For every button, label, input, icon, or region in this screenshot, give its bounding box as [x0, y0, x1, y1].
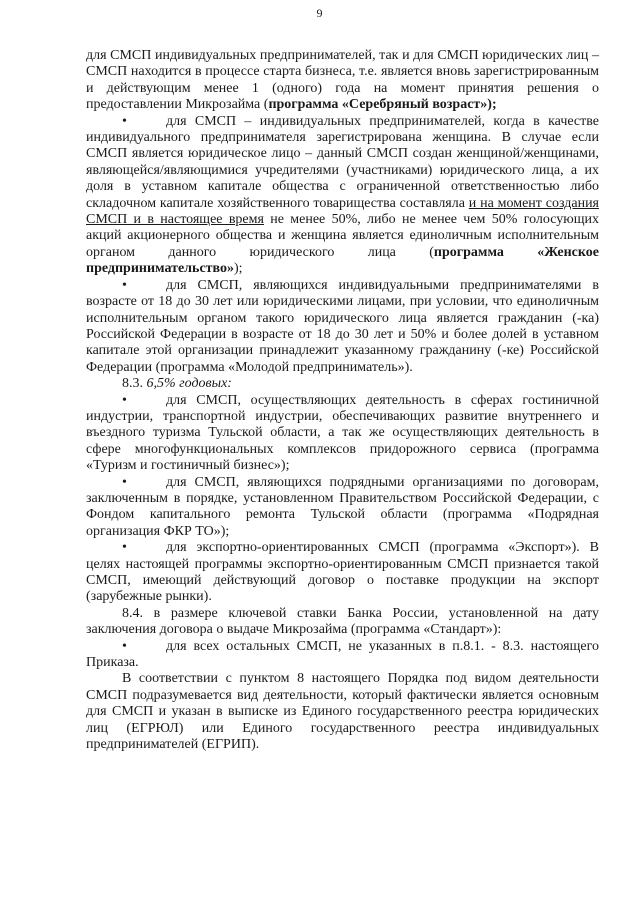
document-body — [86, 48, 599, 753]
paragraph-text: для СМСП индивидуальных предпринимателей, так и для СМСП юридических лиц – СМСП находится в процессе старта бизнеса, т.е. является вновь зарегистрированным и действующим менее 1 (одного) года на момент принятия решения о предоставлении Микрозайма ( — [86, 48, 599, 113]
final-paragraph: В соответствии с пунктом 8 настоящего Порядка под видом деятельности СМСП подразумевается вид деятельности, который фактически является основным для СМСП и указан в выписке из Единого государственного реестра юридических лиц (ЕГРЮЛ) или Единого государственного реестра индивидуальных предпринимателей (ЕГРИП). — [86, 671, 599, 753]
page-number: 9 — [316, 6, 323, 20]
bullet-tail: ); — [234, 261, 243, 277]
section-number: 8.3. — [122, 376, 143, 392]
program-name: программа «Серебряный возраст»); — [268, 97, 497, 113]
section-8-4: 8.4. в размере ключевой ставки Банка России, установленной на дату заключения договора о выдаче Микрозайма (программа «Стандарт»): — [86, 605, 599, 638]
bullet-item-young — [86, 278, 599, 376]
bullet-item-tourism — [86, 393, 599, 475]
bullet-icon: • — [122, 113, 127, 129]
bullet-icon: • — [122, 540, 127, 556]
bullet-icon: • — [122, 277, 127, 293]
bullet-item-others — [86, 639, 599, 672]
bullet-icon: • — [122, 638, 127, 654]
bullet-text: для СМСП, являющихся индивидуальными предпринимателями в возрасте от 18 до 30 лет или юридическими лицами, при условии, что единоличным исполнительным органом такого юридического лица является гражданин (-ка) Российской Федерации в возрасте от 18 до 30 лет и 50% и более долей в уставном капитале этой организации принадлежит указанному гражданину (-ке) Российской Федерации (программа «Молодой предприниматель»). — [86, 277, 599, 375]
bullet-text: для СМСП, являющихся подрядными организациями по договорам, заключенным в порядке, установленном Правительством Российской Федерации, с Фондом капитального ремонта Тульской области (программа «Подрядная организация ФКР ТО»); — [86, 474, 599, 539]
bullet-icon: • — [122, 474, 127, 490]
bullet-text-after: не менее 50%, либо не менее чем 50% голосующих акций акционерного общества и женщина является единоличным исполнительным органом данного юридического лица ( — [86, 212, 599, 260]
bullet-text: для экспортно-ориентированных СМСП (программа «Экспорт»). В целях настоящей программы экспортно-ориентированным СМСП признается такой СМСП, имеющий действующий договор о поставке продукции на экспорт (зарубежные рынки). — [86, 540, 599, 605]
bullet-text: для всех остальных СМСП, не указанных в п.8.1. - 8.3. настоящего Приказа. — [86, 638, 599, 671]
bullet-item-contractor — [86, 475, 599, 541]
bullet-item-women — [86, 114, 599, 278]
bullet-text: для СМСП – индивидуальных предпринимателей, когда в качестве индивидуального предпринимателя зарегистрирована женщина. В случае если СМСП является юридическое лицо – данный СМСП создан женщиной/женщинами, являющейся/являющимися учредителями (участниками) юридического лица, а их доля в уставном капитале общества с ограниченной ответственностью либо складочном капитале хозяйственного товарищества составляла — [86, 113, 599, 211]
bullet-text: для СМСП, осуществляющих деятельность в сферах гостиничной индустрии, транспортной индустрии, обеспечивающих развитие внутреннего и въездного туризма Тульской области, а так же осуществляющих деятельность в сфере многофункциональных комплексов придорожного сервиса (программа «Туризм и гостиничный бизнес»); — [86, 392, 599, 474]
paragraph-silver-age — [86, 48, 599, 114]
section-heading-8-3 — [86, 376, 599, 392]
underlined-text: и на момент создания СМСП и в настоящее время — [86, 195, 599, 228]
bullet-item-export — [86, 540, 599, 606]
bullet-icon: • — [122, 392, 127, 408]
section-title: 6,5% годовых: — [146, 376, 232, 392]
program-name: программа «Женское предпринимательство» — [86, 244, 599, 277]
